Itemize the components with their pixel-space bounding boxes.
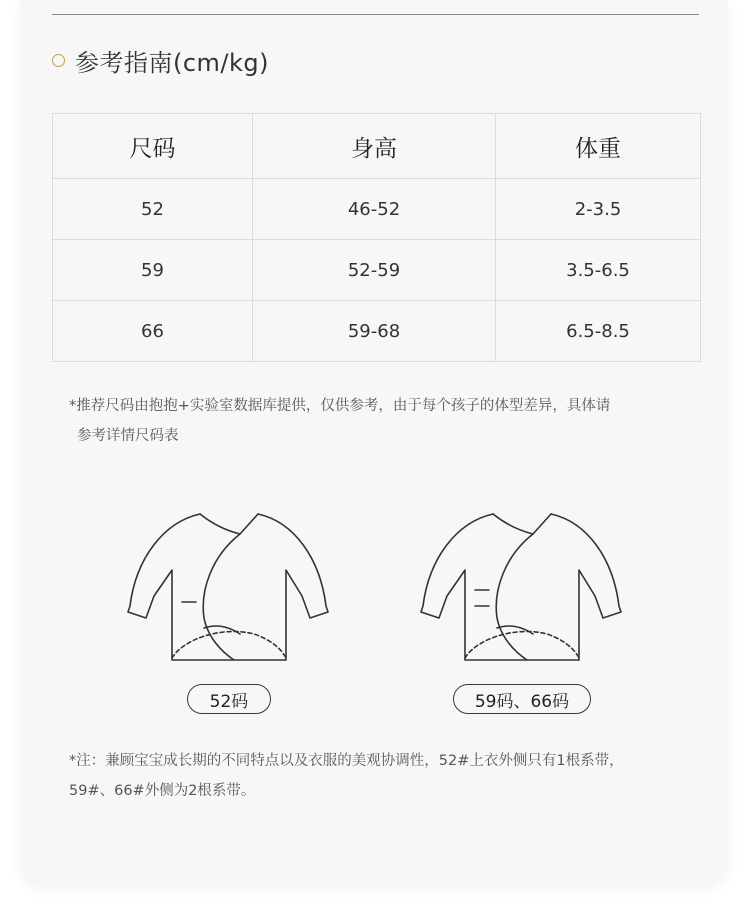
header-height: 身高 — [253, 114, 496, 179]
section-title — [52, 40, 269, 80]
note-line: *推荐尺码由抱抱+实验室数据库提供，仅供参考，由于每个孩子的体型差异，具体请 — [69, 398, 611, 414]
cell-size: 66 — [53, 301, 253, 362]
note-line: *注：兼顾宝宝成长期的不同特点以及衣服的美观协调性，52#上衣外侧只有1根系带， — [69, 753, 624, 769]
baby-jacket-one-tie-icon — [124, 508, 334, 668]
circle-bullet-icon — [52, 54, 65, 67]
table-row — [53, 179, 701, 240]
size-guide-table — [52, 113, 701, 362]
cell-weight: 6.5-8.5 — [496, 301, 701, 362]
cell-height: 52-59 — [253, 240, 496, 301]
note-line: 59#、66#外侧为2根系带。 — [69, 783, 256, 799]
size-label-59-66: 59码、66码 — [453, 684, 591, 714]
header-weight: 体重 — [496, 114, 701, 179]
cell-height: 46-52 — [253, 179, 496, 240]
table-row — [53, 301, 701, 362]
header-size: 尺码 — [53, 114, 253, 179]
table-row — [53, 240, 701, 301]
baby-jacket-two-ties-icon — [417, 508, 627, 668]
size-label-52: 52码 — [187, 684, 271, 714]
note-line: 参考详情尺码表 — [77, 428, 179, 444]
table-header-row — [53, 114, 701, 179]
cell-height: 59-68 — [253, 301, 496, 362]
cell-size: 52 — [53, 179, 253, 240]
cell-weight: 3.5-6.5 — [496, 240, 701, 301]
cell-weight: 2-3.5 — [496, 179, 701, 240]
divider — [52, 14, 699, 15]
size-recommendation-note — [69, 391, 689, 451]
tie-explanation-note — [69, 746, 709, 806]
cell-size: 59 — [53, 240, 253, 301]
section-title-text: 参考指南(cm/kg) — [75, 48, 270, 77]
